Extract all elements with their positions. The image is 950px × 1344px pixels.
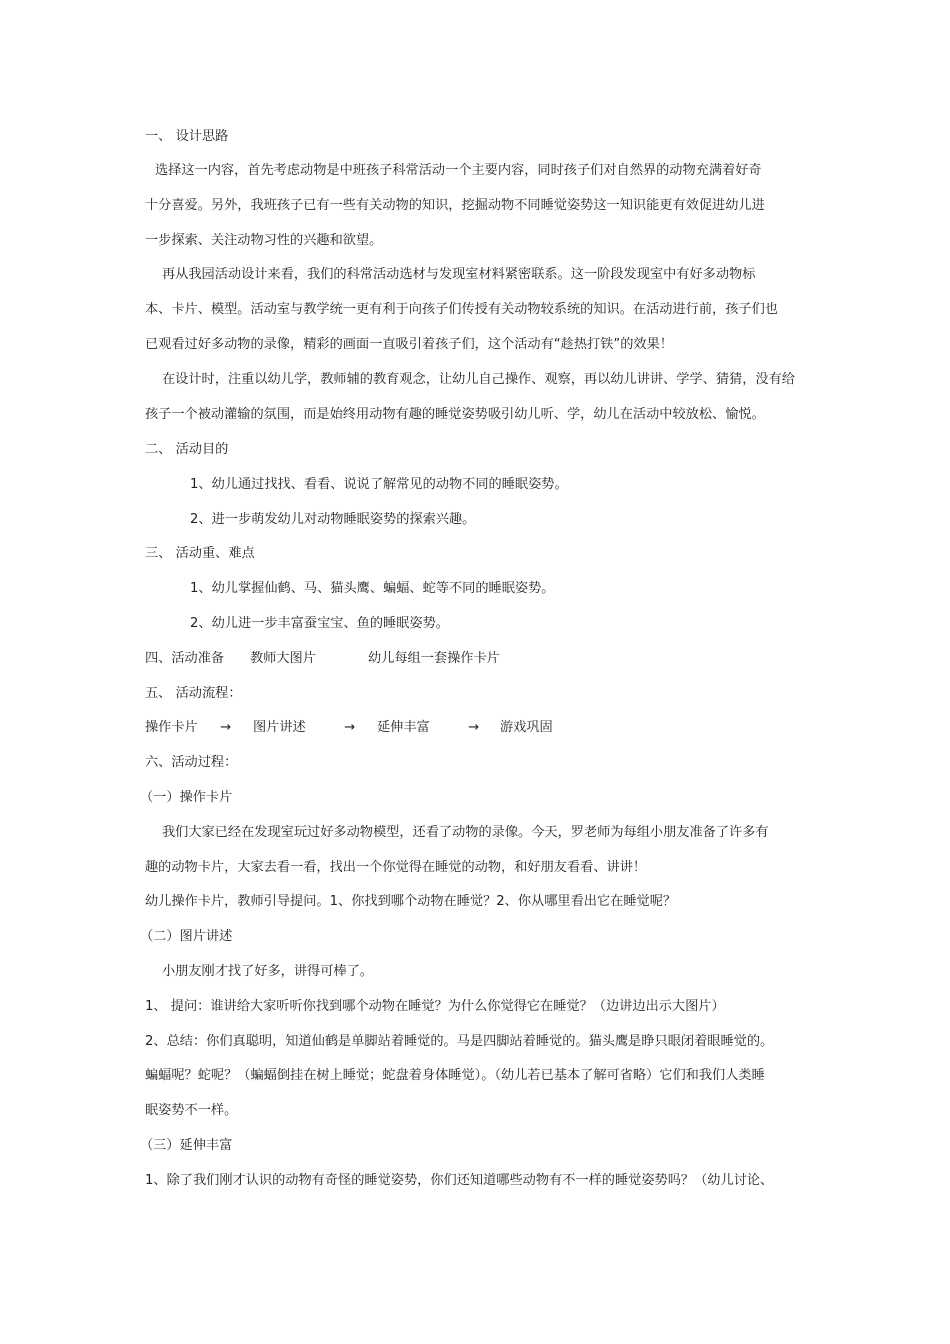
paragraph-line: 蝙蝠呢？蛇呢？（蝙蝠倒挂在树上睡觉；蛇盘着身体睡觉）。（幼儿若已基本了解可省略）它们和我们人类睡 [145, 1068, 765, 1083]
flow-step: 图片讲述 [253, 720, 306, 735]
subheading-card-operation: （一）操作卡片 [140, 790, 233, 805]
paragraph-line: 选择这一内容，首先考虑动物是中班孩子科常活动一个主要内容，同时孩子们对自然界的动物充满着好奇 [155, 163, 762, 178]
flow-step: 操作卡片 [145, 720, 198, 735]
subheading-extension: （三）延伸丰富 [140, 1138, 233, 1153]
heading-flow: 五、 活动流程： [145, 686, 242, 701]
heading-goals: 二、 活动目的 [145, 442, 229, 457]
heading-preparation: 四、活动准备 [145, 651, 225, 666]
paragraph-line: 十分喜爱。另外，我班孩子已有一些有关动物的知识，挖掘动物不同睡觉姿势这一知识能更有效促进幼儿进 [145, 198, 765, 213]
paragraph-line: 再从我园活动设计来看，我们的科常活动选材与发现室材料紧密联系。这一阶段发现室中有好多动物标 [162, 267, 756, 282]
paragraph-line: 1、 提问：谁讲给大家听听你找到哪个动物在睡觉？为什么你觉得它在睡觉？（边讲边出示大图片） [145, 999, 725, 1014]
paragraph-line: 幼儿操作卡片，教师引导提问。1、你找到哪个动物在睡觉？2、你从哪里看出它在睡觉呢？ [145, 894, 677, 909]
goal-item: 2、进一步萌发幼儿对动物睡眠姿势的探索兴趣。 [190, 512, 476, 527]
subheading-picture-narration: （二）图片讲述 [140, 929, 233, 944]
arrow-icon: → [220, 720, 232, 735]
flow-step: 延伸丰富 [377, 720, 430, 735]
key-point-item: 1、幼儿掌握仙鹤、马、猫头鹰、蝙蝠、蛇等不同的睡眠姿势。 [190, 581, 555, 596]
arrow-icon: → [468, 720, 480, 735]
prep-item: 幼儿每组一套操作卡片 [368, 651, 500, 666]
paragraph-line: 在设计时，注重以幼儿学，教师辅的教育观念，让幼儿自己操作、观察，再以幼儿讲讲、学学、猜猜，没有给 [162, 372, 795, 387]
paragraph-line: 趣的动物卡片，大家去看一看，找出一个你觉得在睡觉的动物，和好朋友看看、讲讲！ [145, 860, 647, 875]
paragraph-line: 小朋友刚才找了好多，讲得可棒了。 [162, 964, 373, 979]
paragraph-line: 2、总结：你们真聪明，知道仙鹤是单脚站着睡觉的。马是四脚站着睡觉的。猫头鹰是睁只眼闭着眼睡觉的。 [145, 1034, 774, 1049]
key-point-item: 2、幼儿进一步丰富蚕宝宝、鱼的睡眠姿势。 [190, 616, 449, 631]
paragraph-line: 本、卡片、模型。活动室与教学统一更有利于向孩子们传授有关动物较系统的知识。在活动进行前，孩子们也 [145, 302, 778, 317]
paragraph-line: 一步探索、关注动物习性的兴趣和欲望。 [145, 233, 383, 248]
heading-key-points: 三、 活动重、难点 [145, 546, 255, 561]
heading-design-idea: 一、 设计思路 [145, 129, 229, 144]
arrow-icon: → [344, 720, 356, 735]
flow-step: 游戏巩固 [500, 720, 553, 735]
paragraph-line: 孩子一个被动灌输的氛围，而是始终用动物有趣的睡觉姿势吸引幼儿听、学，幼儿在活动中较放松、愉悦。 [145, 407, 765, 422]
paragraph-line: 我们大家已经在发现室玩过好多动物模型，还看了动物的录像。今天，罗老师为每组小朋友准备了许多有 [162, 825, 769, 840]
prep-item: 教师大图片 [250, 651, 316, 666]
paragraph-line: 眠姿势不一样。 [145, 1103, 238, 1118]
goal-item: 1、幼儿通过找找、看看、说说了解常见的动物不同的睡眠姿势。 [190, 477, 568, 492]
paragraph-line: 1、除了我们刚才认识的动物有奇怪的睡觉姿势，你们还知道哪些动物有不一样的睡觉姿势吗？（幼儿讨论、 [145, 1173, 774, 1188]
paragraph-line: 已观看过好多动物的录像，精彩的画面一直吸引着孩子们，这个活动有“趁热打铁”的效果！ [145, 337, 673, 352]
heading-process: 六、活动过程： [145, 755, 238, 770]
